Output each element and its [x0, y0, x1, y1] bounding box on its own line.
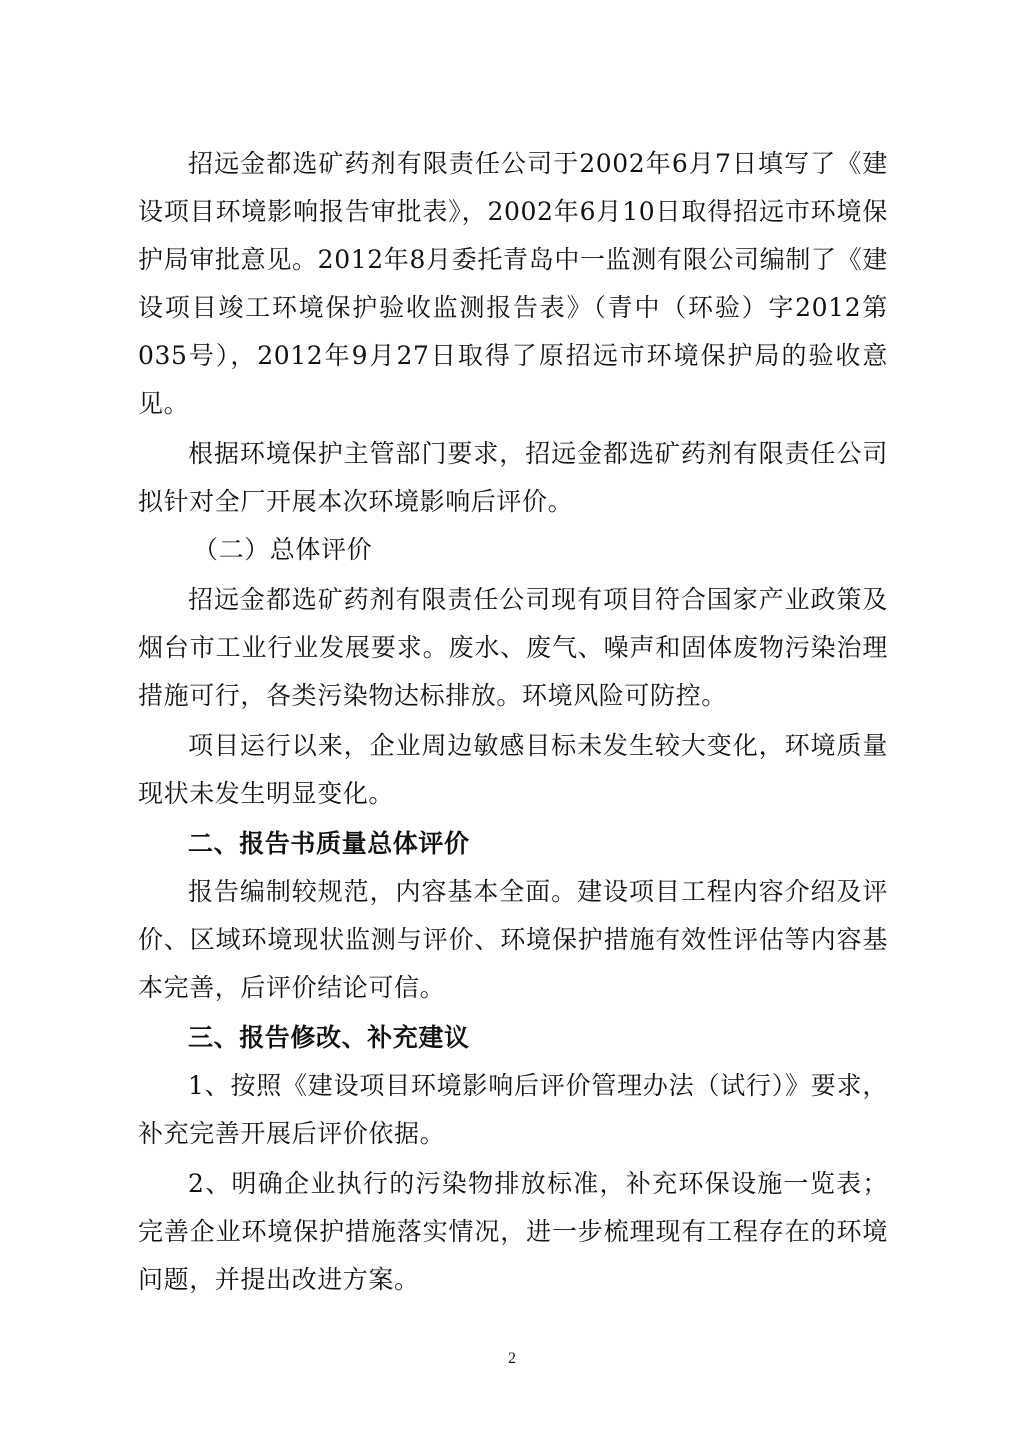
suggestion-item-2: 2、明确企业执行的污染物排放标准，补充环保设施一览表；完善企业环境保护措施落实情况，进一步梳理现有工程存在的环境问题，并提出改进方案。	[138, 1169, 888, 1294]
document-body	[138, 140, 888, 1304]
section-heading-suggestions: 三、报告修改、补充建议	[188, 1023, 470, 1052]
section-heading-report-quality: 二、报告书质量总体评价	[188, 829, 470, 858]
paragraph-report-quality: 报告编制较规范，内容基本全面。建设项目工程内容介绍及评价、区域环境现状监测与评价、环境保护措施有效性评估等内容基本完善，后评价结论可信。	[138, 877, 888, 1002]
paragraph-policy-compliance: 招远金都选矿药剂有限责任公司现有项目符合国家产业政策及烟台市工业行业发展要求。废水、废气、噪声和固体废物污染治理措施可行，各类污染物达标排放。环境风险可防控。	[138, 585, 888, 710]
subsection-heading-overall-evaluation: （二）总体评价	[193, 535, 373, 564]
suggestion-item-1: 1、按照《建设项目环境影响后评价管理办法（试行）》要求，补充完善开展后评价依据。	[138, 1071, 888, 1148]
page-number: 2	[508, 1350, 516, 1367]
paragraph-requirement: 根据环境保护主管部门要求，招远金都选矿药剂有限责任公司拟针对全厂开展本次环境影响后评价。	[138, 439, 888, 516]
paragraph-operation-status: 项目运行以来，企业周边敏感目标未发生较大变化，环境质量现状未发生明显变化。	[138, 731, 888, 808]
paragraph-history: 招远金都选矿药剂有限责任公司于2002年6月7日填写了《建设项目环境影响报告审批表》，2002年6月10日取得招远市环境保护局审批意见。2012年8月委托青岛中一监测有限公司编制了《建设项目竣工环境保护验收监测报告表》（青中（环验）字2012第035号），2012年9月27日取得了原招远市环境保护局的验收意见。	[138, 149, 888, 418]
